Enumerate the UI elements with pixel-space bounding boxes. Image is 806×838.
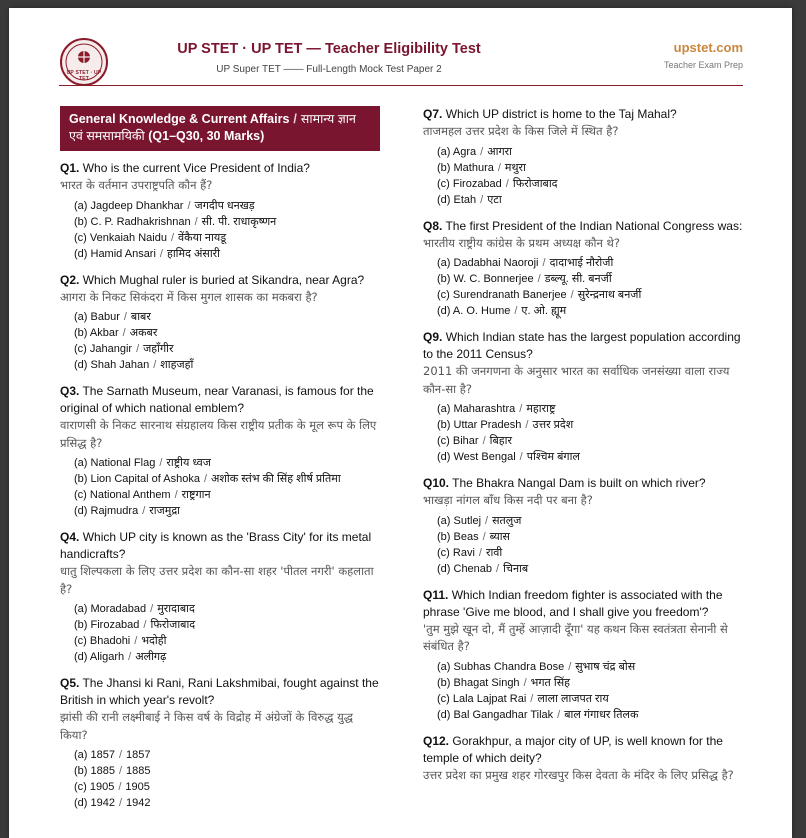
option-text-en: (b) 1885 — [74, 765, 115, 777]
option-item[interactable] — [74, 487, 380, 503]
question-number: Q5. — [60, 676, 80, 690]
section-title-hi: सामान्य ज्ञान एवं समसामयिकी — [69, 112, 356, 143]
header-divider — [59, 85, 743, 86]
option-separator: / — [136, 343, 140, 355]
option-item[interactable] — [74, 357, 380, 373]
option-text-hi: फिरोजाबाद — [150, 619, 196, 631]
option-text-en: (c) 1905 — [74, 781, 115, 793]
option-list — [74, 747, 380, 811]
question-text-hi: धातु शिल्पकला के लिए उत्तर प्रदेश का कौन-सा शहर 'पीतल नगरी' कहलाता है? — [60, 564, 374, 596]
option-item[interactable] — [437, 659, 743, 675]
option-item[interactable] — [74, 617, 380, 633]
option-text-hi: सी. पी. राधाकृष्णन — [201, 215, 277, 228]
option-item[interactable] — [437, 192, 743, 208]
question-text-hi: ताजमहल उत्तर प्रदेश के किस जिले में स्थित है? — [423, 124, 619, 138]
question-text-en — [423, 587, 743, 621]
option-separator: / — [128, 651, 132, 663]
option-item[interactable] — [74, 747, 380, 763]
option-separator: / — [187, 199, 191, 212]
question-text-hi: 'तुम मुझे खून दो, मैं तुम्हें आज़ादी दूँगा' यह कथन किस स्वतंत्रता सेनानी से संबंधित है? — [423, 621, 728, 653]
option-text-hi: 1905 — [125, 781, 150, 793]
option-text-hi: पश्चिम बंगाल — [526, 451, 580, 463]
option-text-en: (b) Lion Capital of Ashoka — [74, 473, 200, 485]
option-separator: / — [530, 692, 534, 705]
option-text-en: (d) Shah Jahan — [74, 359, 150, 371]
option-item[interactable] — [74, 246, 380, 262]
option-item[interactable] — [437, 433, 743, 449]
option-item[interactable] — [437, 529, 743, 545]
question-text-hi: झांसी की रानी लक्ष्मीबाई ने किस वर्ष के विद्रोह में अंग्रेजों के विरुद्ध युद्ध किया? — [60, 710, 353, 742]
question-text-en — [60, 383, 380, 417]
question-text: Which UP district is home to the Taj Mahal? — [445, 107, 677, 121]
option-list — [437, 513, 743, 577]
option-separator: / — [485, 514, 489, 527]
option-text-en: (a) Jagdeep Dhankhar — [74, 199, 184, 212]
option-separator: / — [557, 708, 561, 721]
question-number: Q11. — [423, 587, 449, 602]
option-list — [437, 659, 743, 723]
option-separator: / — [118, 797, 123, 809]
option-separator: / — [482, 530, 486, 543]
question-block — [423, 587, 743, 723]
option-item[interactable] — [437, 449, 743, 465]
option-text-hi: भगत सिंह — [530, 676, 571, 689]
option-item[interactable] — [74, 198, 380, 214]
option-item[interactable] — [437, 271, 743, 287]
option-text-en: (c) Venkaiah Naidu — [74, 231, 167, 244]
option-item[interactable] — [437, 561, 743, 577]
question-block — [60, 529, 380, 665]
page-subtitle: UP Super TET —— Full-Length Mock Test Paper 2 — [216, 64, 442, 75]
option-separator: / — [118, 781, 122, 793]
option-separator: / — [153, 359, 157, 371]
option-text-en: (d) A. O. Hume — [437, 305, 511, 317]
question-text: Which Mughal ruler is buried at Sikandra, near Agra? — [82, 272, 365, 287]
section-marks: (Q1–Q30, 30 Marks) — [148, 129, 265, 143]
option-text-hi: राष्ट्रगान — [181, 489, 211, 501]
option-separator: / — [537, 273, 541, 285]
option-item[interactable] — [74, 325, 380, 341]
option-separator: / — [568, 660, 572, 673]
option-item[interactable] — [74, 503, 380, 519]
option-item[interactable] — [74, 763, 380, 779]
option-item[interactable] — [437, 513, 743, 529]
option-separator: / — [482, 435, 486, 447]
option-separator: / — [203, 473, 208, 485]
option-text-hi: बाबर — [130, 311, 151, 323]
option-text-hi: बिहार — [489, 435, 512, 447]
option-text-en: (c) National Anthem — [74, 489, 171, 501]
option-text-hi: अशोक स्तंभ की सिंह शीर्ष प्रतिमा — [211, 473, 341, 485]
question-list-right — [423, 106, 743, 784]
option-text-hi: एटा — [487, 193, 502, 206]
question-text-en — [60, 529, 380, 563]
question-text: Which Indian state has the largest population according to the 2011 Census? — [423, 330, 741, 361]
question-text-en — [423, 106, 743, 123]
option-item[interactable] — [437, 675, 743, 691]
question-text-hi: 2011 की जनगणना के अनुसार भारत का सर्वाधिक जनसंख्या वाला राज्य कौन-सा है? — [423, 364, 730, 396]
question-block — [60, 160, 380, 262]
option-text-en: (c) Bhadohi — [74, 635, 131, 647]
option-list — [74, 309, 380, 373]
option-item[interactable] — [74, 309, 380, 325]
question-text-hi: भारत के वर्तमान उपराष्ट्रपति कौन हैं? — [60, 178, 213, 192]
option-separator: / — [122, 327, 126, 339]
section-title-en: General Knowledge & Current Affairs — [69, 112, 290, 126]
option-item[interactable] — [437, 707, 743, 723]
option-text-en: (d) Rajmudra — [74, 505, 139, 517]
option-text-en: (b) Mathura — [437, 161, 494, 174]
option-text-en: (a) Sutlej — [437, 514, 482, 527]
question-text: Gorakhpur, a major city of UP, is well known for the temple of which deity? — [423, 733, 723, 765]
option-text-en: (c) Jahangir — [74, 343, 133, 355]
question-text: Who is the current Vice President of India? — [82, 161, 310, 175]
option-list — [437, 144, 743, 208]
option-separator: / — [497, 161, 501, 174]
option-text-en: (a) 1857 — [74, 749, 115, 761]
option-separator: / — [134, 635, 138, 647]
option-text-hi: जहाँगीर — [143, 343, 174, 355]
option-separator: / — [480, 193, 484, 206]
option-text-en: (a) Subhas Chandra Bose — [437, 660, 565, 673]
option-text-en: (c) Ravi — [437, 546, 475, 559]
option-text-hi: उत्तर प्रदेश — [532, 419, 574, 431]
option-separator: / — [480, 145, 484, 158]
question-text-hi: वाराणसी के निकट सारनाथ संग्रहालय किस राष्ट्रीय प्रतीक के मूल रूप के लिए प्रसिद्ध है? — [60, 418, 377, 450]
option-text-en: (a) Agra — [437, 145, 477, 158]
option-item[interactable] — [74, 633, 380, 649]
question-text-hi: आगरा के निकट सिकंदरा में किस मुगल शासक का मकबरा है? — [60, 289, 318, 304]
option-text-hi: आगरा — [487, 145, 512, 158]
option-item[interactable] — [437, 401, 743, 417]
question-text: The Bhakra Nangal Dam is built on which river? — [452, 476, 706, 490]
question-block — [60, 383, 380, 519]
section-heading: General Knowledge & Current Affairs / सामान्य ज्ञान एवं समसामयिकी (Q1–Q30, 30 Marks) — [60, 106, 380, 151]
question-text-hi: उत्तर प्रदेश का प्रमुख शहर गोरखपुर किस देवता के मंदिर के लिए प्रसिद्ध है? — [423, 767, 734, 782]
option-list — [74, 455, 380, 519]
question-number: Q2. — [60, 272, 80, 287]
option-text-hi: सुभाष चंद्र बोस — [575, 660, 636, 673]
option-item[interactable] — [74, 601, 380, 617]
option-text-hi: महाराष्ट्र — [526, 403, 556, 415]
option-text-en: (b) Akbar — [74, 327, 119, 339]
option-text-en: (d) Hamid Ansari — [74, 247, 156, 260]
question-text-en — [60, 675, 380, 709]
option-text-hi: लाला लाजपत राय — [537, 692, 609, 705]
option-text-hi: बाल गंगाधर तिलक — [564, 708, 639, 721]
question-text-hi: भारतीय राष्ट्रीय कांग्रेस के प्रथम अध्यक्ष कौन थे? — [423, 235, 620, 250]
option-separator: / — [505, 177, 509, 190]
option-text-en: (d) Bal Gangadhar Tilak — [437, 708, 554, 721]
left-column — [60, 106, 380, 821]
question-text-en — [60, 160, 380, 177]
option-text-hi: अकबर — [129, 327, 158, 339]
option-separator: / — [525, 419, 529, 431]
option-text-en: (a) Dadabhai Naoroji — [437, 257, 539, 269]
option-text-hi: सुरेन्द्रनाथ बनर्जी — [577, 289, 642, 301]
option-item[interactable] — [437, 303, 743, 319]
option-separator: / — [523, 676, 527, 689]
question-text-en — [423, 733, 743, 767]
option-text-en: (b) C. P. Radhakrishnan — [74, 215, 191, 228]
option-text-hi: सतलुज — [492, 514, 522, 527]
option-list — [74, 198, 380, 262]
option-text-en: (a) National Flag — [74, 457, 156, 469]
option-separator: / — [519, 403, 523, 415]
option-text-hi: डब्ल्यू. सी. बनर्जी — [544, 273, 612, 285]
option-item[interactable] — [437, 287, 743, 303]
option-text-hi: मथुरा — [504, 161, 526, 174]
option-text-hi: ए. ओ. ह्यूम — [521, 305, 567, 317]
option-text-hi: राजमुद्रा — [149, 505, 181, 517]
option-text-en: (d) West Bengal — [437, 451, 516, 463]
question-number: Q10. — [423, 476, 450, 490]
option-text-hi: फिरोजाबाद — [512, 177, 558, 190]
question-block — [423, 733, 743, 785]
option-text-en: (b) Uttar Pradesh — [437, 419, 522, 431]
option-item[interactable] — [437, 417, 743, 433]
question-text: Which Indian freedom fighter is associated with the phrase 'Give me blood, and I shall give you freedom'? — [423, 587, 723, 619]
option-text-hi: जगदीप धनखड़ — [194, 199, 255, 212]
option-item[interactable] — [74, 795, 380, 811]
right-column — [423, 106, 743, 794]
option-text-en: (d) Etah — [437, 193, 477, 206]
option-separator: / — [478, 546, 482, 559]
question-text: The Sarnath Museum, near Varanasi, is famous for the original of which national emblem? — [60, 384, 374, 415]
option-item[interactable] — [437, 691, 743, 707]
option-text-en: (d) Chenab — [437, 562, 493, 575]
option-separator: / — [143, 619, 147, 631]
option-text-en: (c) Lala Lajpat Rai — [437, 692, 527, 705]
option-text-en: (a) Babur — [74, 311, 120, 323]
question-text-hi: भाखड़ा नांगल बाँध किस नदी पर बना है? — [423, 493, 593, 507]
option-text-hi: शाहजहाँ — [160, 359, 194, 371]
option-list — [74, 601, 380, 665]
question-number: Q9. — [423, 330, 443, 344]
option-separator: / — [514, 305, 518, 317]
option-separator: / — [570, 289, 574, 301]
option-text-hi: अलीगढ़ — [135, 651, 167, 663]
question-text-en — [423, 218, 743, 235]
option-text-en: (b) Firozabad — [74, 619, 140, 631]
option-item[interactable] — [74, 779, 380, 795]
option-separator: / — [159, 457, 163, 469]
option-text-hi: राष्ट्रीय ध्वज — [166, 457, 211, 469]
option-separator: / — [159, 247, 163, 260]
option-text-hi: वेंकैया नायडू — [178, 231, 227, 244]
option-item[interactable] — [74, 230, 380, 246]
page-header — [59, 36, 743, 88]
option-separator: / — [118, 765, 123, 777]
option-text-en: (a) Moradabad — [74, 603, 147, 615]
question-text-en — [60, 272, 380, 289]
question-number: Q4. — [60, 530, 80, 544]
question-number: Q12. — [423, 733, 450, 748]
option-text-hi: चिनाब — [503, 562, 529, 575]
question-text: Which UP city is known as the 'Brass City' for its metal handicrafts? — [60, 530, 372, 561]
option-separator: / — [123, 311, 127, 323]
question-text: The Jhansi ki Rani, Rani Lakshmibai, fought against the British in which year's revolt? — [60, 676, 379, 707]
option-text-hi: ब्यास — [489, 530, 510, 543]
option-item[interactable] — [74, 341, 380, 357]
option-item[interactable] — [74, 214, 380, 230]
option-item[interactable] — [437, 176, 743, 192]
option-list — [437, 255, 743, 319]
option-separator: / — [194, 215, 198, 228]
question-block — [423, 218, 743, 320]
site-tagline: Teacher Exam Prep — [663, 60, 743, 70]
option-text-en: (c) Firozabad — [437, 177, 502, 190]
option-text-en: (b) Beas — [437, 530, 479, 543]
option-separator: / — [542, 257, 546, 269]
option-text-hi: दादाभाई नौरोजी — [549, 257, 614, 269]
option-separator: / — [170, 231, 175, 244]
option-text-en: (b) W. C. Bonnerjee — [437, 273, 534, 285]
option-item[interactable] — [437, 255, 743, 271]
question-list-left — [60, 160, 380, 811]
option-item[interactable] — [437, 144, 743, 160]
question-block — [60, 272, 380, 374]
option-separator: / — [150, 603, 154, 615]
option-item[interactable] — [437, 545, 743, 561]
question-number: Q1. — [60, 161, 80, 175]
option-item[interactable] — [74, 471, 380, 487]
option-text-en: (c) Surendranath Banerjee — [437, 289, 567, 301]
question-text-en — [423, 475, 743, 492]
site-name[interactable]: upstet.com — [673, 40, 743, 55]
option-text-en: (b) Bhagat Singh — [437, 676, 520, 689]
option-text-hi: 1857 — [126, 749, 151, 761]
page-title: UP STET · UP TET — Teacher Eligibility Test — [177, 41, 481, 57]
option-text-hi: मुरादाबाद — [157, 603, 195, 615]
document-page — [9, 8, 792, 838]
question-block — [423, 329, 743, 465]
question-block — [423, 475, 743, 577]
option-text-en: (a) Maharashtra — [437, 403, 516, 415]
option-separator: / — [118, 749, 123, 761]
question-text: The first President of the Indian National Congress was: — [445, 218, 743, 233]
option-text-hi: भदोही — [141, 635, 167, 647]
option-text-en: (c) Bihar — [437, 435, 479, 447]
option-text-hi: 1942 — [126, 797, 151, 809]
option-item[interactable] — [74, 455, 380, 471]
option-text-en: (d) Aligarh — [74, 651, 125, 663]
option-item[interactable] — [74, 649, 380, 665]
option-separator: / — [142, 505, 146, 517]
question-block — [423, 106, 743, 208]
option-separator: / — [519, 451, 523, 463]
question-block — [60, 675, 380, 811]
question-number: Q3. — [60, 384, 80, 398]
question-number: Q8. — [423, 218, 443, 233]
option-item[interactable] — [437, 160, 743, 176]
logo-lettering: UP STET · UP TET — [66, 70, 102, 82]
option-separator: / — [174, 489, 178, 501]
option-text-hi: रावी — [485, 546, 503, 559]
question-text-en — [423, 329, 743, 363]
option-text-hi: 1885 — [126, 765, 151, 777]
option-text-hi: हामिद अंसारी — [166, 247, 221, 260]
option-list — [437, 401, 743, 465]
question-number: Q7. — [423, 107, 443, 121]
option-text-en: (d) 1942 — [74, 797, 115, 809]
option-separator: / — [496, 562, 500, 575]
